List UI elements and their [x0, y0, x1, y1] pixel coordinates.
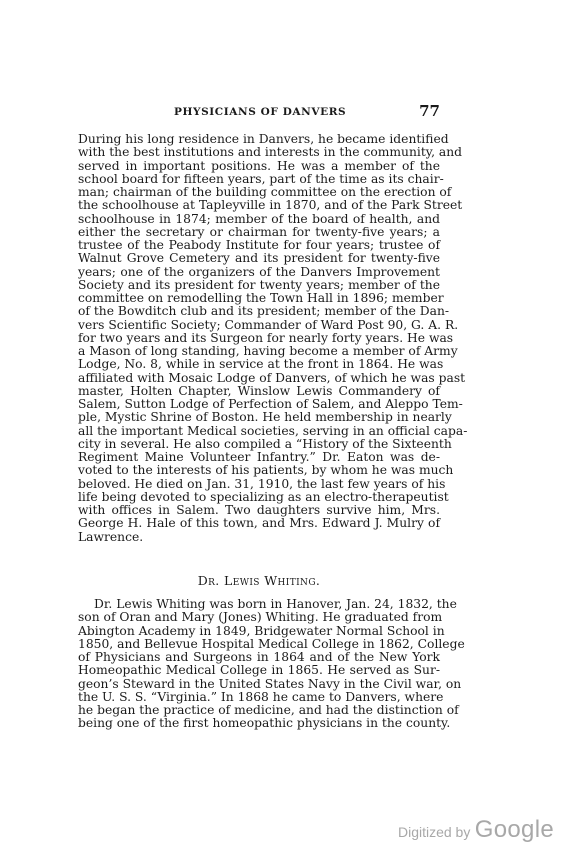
- paragraph-whiting-biography: [78, 597, 465, 731]
- paragraph-eaton-biography: [78, 132, 468, 544]
- text-line: Homeopathic Medical College in 1865. He served as Sur-: [78, 663, 440, 678]
- text-line: Salem, Sutton Lodge of Perfection of Salem, and Aleppo Tem-: [78, 397, 463, 411]
- text-line: son of Oran and Mary (Jones) Whiting. He graduated from: [78, 610, 443, 625]
- text-line: with offices in Salem. Two daughters survive him, Mrs.: [78, 503, 440, 517]
- text-line: Lawrence.: [78, 529, 144, 544]
- text-line: 1850, and Bellevue Hospital Medical College in 1862, College: [78, 636, 465, 651]
- text-line: years; one of the organizers of the Danvers Improvement: [78, 264, 440, 279]
- text-line: with the best institutions and interests in the community, and: [78, 145, 463, 160]
- text-line: Dr. Lewis Whiting was born in Hanover, Jan. 24, 1832, the: [94, 597, 457, 611]
- text-line: master, Holten Chapter, Winslow Lewis Commandery of: [78, 383, 440, 398]
- text-line: Walnut Grove Cemetery and its president for twenty-five: [78, 251, 440, 266]
- text-line: he began the practice of medicine, and had the distinction of: [78, 703, 459, 717]
- text-line: all the important Medical societies, serving in an official capa-: [78, 423, 468, 438]
- running-head: PHYSICIANS OF DANVERS: [174, 106, 347, 118]
- text-line: either the secretary or chairman for twenty-five years; a: [78, 224, 440, 239]
- page-header: [78, 104, 440, 122]
- text-line: Abington Academy in 1849, Bridgewater Normal School in: [78, 623, 445, 638]
- text-line: trustee of the Peabody Institute for four years; trustee of: [78, 238, 440, 252]
- text-line: the U. S. S. “Virginia.” In 1868 he came to Danvers, where: [78, 689, 444, 704]
- text-line: schoolhouse in 1874; member of the board of health, and: [78, 211, 440, 226]
- text-line: man; chairman of the building committee on the erection of: [78, 185, 452, 199]
- text-line: During his long residence in Danvers, he became identified: [78, 132, 449, 146]
- text-line: of the Bowditch club and its president; member of the Dan-: [78, 304, 450, 319]
- text-line: committee on remodelling the Town Hall in 1896; member: [78, 291, 444, 305]
- text-line: vers Scientific Society; Commander of Ward Post 90, G. A. R.: [78, 317, 459, 332]
- text-line: geon’s Steward in the United States Navy in the Civil war, on: [78, 676, 462, 691]
- text-line: ple, Mystic Shrine of Boston. He held membership in nearly: [78, 410, 452, 425]
- google-logo: Google: [474, 816, 554, 843]
- text-line: affiliated with Mosaic Lodge of Danvers, of which he was past: [78, 370, 466, 385]
- text-line: beloved. He died on Jan. 31, 1910, the last few years of his: [78, 476, 446, 491]
- text-line: being one of the first homeopathic physicians in the county.: [78, 716, 451, 731]
- text-line: Lodge, No. 8, while in service at the front in 1864. He was: [78, 357, 444, 372]
- text-line: Society and its president for twenty years; member of the: [78, 277, 440, 292]
- text-line: George H. Hale of this town, and Mrs. Edward J. Mulry of: [78, 516, 440, 531]
- text-line: for two years and its Surgeon for nearly forty years. He was: [78, 330, 454, 345]
- text-line: school board for fifteen years, part of the time as its chair-: [78, 171, 444, 186]
- text-line: Regiment Maine Volunteer Infantry.” Dr. Eaton was de-: [78, 450, 440, 464]
- text-line: the schoolhouse at Tapleyville in 1870, and of the Park Street: [78, 198, 463, 213]
- text-line: a Mason of long standing, having become a member of Army: [78, 344, 458, 358]
- watermark-prefix: Digitized by: [397, 824, 471, 840]
- text-line: of Physicians and Surgeons in 1864 and of the New York: [78, 650, 440, 664]
- text-line: city in several. He also compiled a “History of the Sixteenth: [78, 436, 452, 451]
- text-line: served in important positions. He was a member of the: [78, 158, 440, 173]
- section-title: Dr. Lewis Whiting.: [197, 573, 321, 588]
- page-number: 77: [419, 102, 440, 120]
- text-line: life being devoted to specializing as an electro-therapeutist: [78, 489, 449, 504]
- text-line: voted to the interests of his patients, by whom he was much: [78, 463, 454, 478]
- digitized-by-google-watermark: [398, 816, 554, 844]
